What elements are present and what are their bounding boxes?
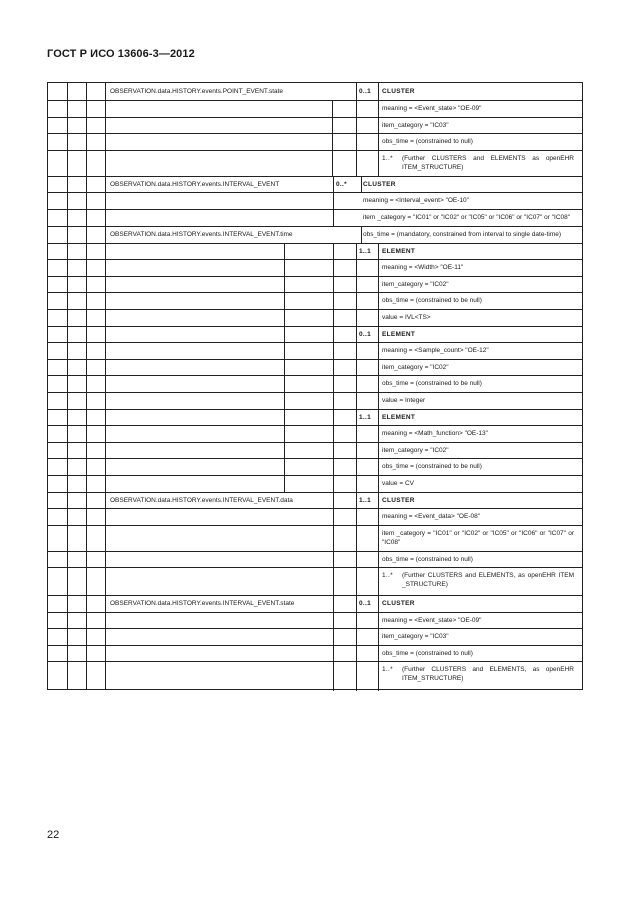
- page-number: 22: [47, 829, 60, 841]
- table-horizontal-rule: [48, 508, 582, 509]
- table-horizontal-rule: [48, 359, 582, 360]
- table-horizontal-rule: [48, 392, 582, 393]
- table-vertical-rule: [356, 492, 357, 595]
- table-horizontal-rule: [48, 645, 582, 646]
- constraint-text: obs_time = (constrained to be null): [382, 297, 482, 304]
- constraint-text: (Further CLUSTERS and ELEMENTS, as openEHR ITEM _STRUCTURE): [402, 572, 574, 588]
- table-horizontal-rule: [48, 595, 582, 596]
- table-vertical-rule: [356, 243, 357, 492]
- constraint-text: (Further CLUSTERS and ELEMENTS as openEHR ITEM_STRUCTURE): [402, 155, 574, 171]
- constraint-text: obs_time = (constrained to null): [382, 138, 473, 145]
- element-path: OBSERVATION.data.HISTORY.events.INTERVAL_EVENT.state: [110, 600, 295, 607]
- structure-type: ELEMENT: [382, 414, 416, 421]
- table-horizontal-rule: [48, 133, 582, 134]
- table-horizontal-rule: [48, 326, 582, 327]
- table-horizontal-rule: [48, 243, 582, 244]
- table-horizontal-rule: [48, 342, 582, 343]
- table-vertical-rule: [361, 176, 362, 192]
- table-horizontal-rule: [48, 309, 582, 310]
- constraint-text: item_category = "IC03": [382, 122, 449, 129]
- structure-type: ELEMENT: [382, 248, 416, 255]
- table-horizontal-rule: [48, 209, 582, 210]
- structure-type: ELEMENT: [382, 331, 416, 338]
- table-horizontal-rule: [48, 117, 582, 118]
- table-horizontal-rule: [48, 458, 582, 459]
- table-horizontal-rule: [48, 612, 582, 613]
- cardinality: 1..*: [382, 666, 393, 673]
- table-horizontal-rule: [48, 551, 582, 552]
- table-horizontal-rule: [48, 628, 582, 629]
- table-horizontal-rule: [48, 100, 582, 101]
- element-path: OBSERVATION.data.HISTORY.events.INTERVAL_EVENT.time: [110, 231, 293, 238]
- constraint-text: item_category = "IC02": [382, 364, 449, 371]
- table-horizontal-rule: [48, 276, 582, 277]
- constraint-text: item _category = "IC01" or "IC02" or "IC05" or "IC06" or "IC07" or "IC08": [382, 530, 574, 546]
- cardinality: 1..1: [359, 248, 372, 255]
- constraint-text: item_category = "IC02": [382, 281, 449, 288]
- table-horizontal-rule: [48, 661, 582, 662]
- table-vertical-rule: [105, 83, 106, 689]
- table-vertical-rule: [378, 83, 379, 176]
- constraint-text: meaning = <Sample_count> "OE-12": [382, 347, 489, 354]
- constraint-text: (Further CLUSTERS and ELEMENTS, as openEHR ITEM_STRUCTURE): [402, 666, 574, 682]
- table-horizontal-rule: [48, 442, 582, 443]
- constraint-text: value = IVL<TS>: [382, 314, 431, 321]
- cardinality: 0..1: [359, 88, 372, 95]
- table-horizontal-rule: [48, 525, 582, 526]
- cardinality: 1..1: [359, 414, 372, 421]
- table-vertical-rule: [378, 492, 379, 595]
- constraint-text: meaning = <Event_state> "OE-09": [382, 105, 482, 112]
- constraint-text: obs_time = (constrained to null): [382, 650, 473, 657]
- constraint-text: value = CV: [382, 480, 414, 487]
- table-horizontal-rule: [48, 475, 582, 476]
- table-horizontal-rule: [48, 226, 582, 227]
- table-vertical-rule: [356, 83, 357, 176]
- table-horizontal-rule: [48, 425, 582, 426]
- cardinality: 0..1: [359, 331, 372, 338]
- table-horizontal-rule: [48, 259, 582, 260]
- constraint-text: meaning = <Event_state> "OE-09": [382, 617, 482, 624]
- structure-type: CLUSTER: [382, 88, 415, 95]
- table-horizontal-rule: [48, 150, 582, 151]
- table-horizontal-rule: [48, 192, 582, 193]
- specification-table: [47, 82, 583, 690]
- table-vertical-rule: [333, 243, 334, 492]
- table-vertical-rule: [333, 595, 334, 691]
- structure-type: CLUSTER: [382, 600, 415, 607]
- constraint-text: obs_time = (constrained to null): [382, 556, 473, 563]
- constraint-text: value = Integer: [382, 397, 426, 404]
- cardinality: 1..1: [359, 497, 372, 504]
- table-vertical-rule: [356, 595, 357, 691]
- table-horizontal-rule: [48, 567, 582, 568]
- constraint-text: item_category = "IC02": [382, 447, 449, 454]
- constraint-text: meaning = <Math_function> "OE-13": [382, 430, 488, 437]
- constraint-text: item_category = "IC03": [382, 633, 449, 640]
- table-horizontal-rule: [48, 176, 582, 177]
- table-horizontal-rule: [48, 375, 582, 376]
- table-vertical-rule: [284, 243, 285, 492]
- element-path: OBSERVATION.data.HISTORY.events.INTERVAL_EVENT.data: [110, 497, 293, 504]
- cardinality: 1..*: [382, 155, 393, 162]
- constraint-text: meaning = <Width> "OE-11": [382, 264, 464, 271]
- constraint-text: meaning = <Interval_event> "OE-10": [363, 197, 469, 204]
- table-vertical-rule: [378, 595, 379, 691]
- table-horizontal-rule: [48, 292, 582, 293]
- page-title: ГОСТ Р ИСО 13606-3—2012: [47, 48, 195, 60]
- table-vertical-rule: [333, 176, 334, 226]
- table-horizontal-rule: [48, 492, 582, 493]
- table-vertical-rule: [333, 492, 334, 595]
- constraint-text: meaning = <Event_data> "OE-08": [382, 513, 481, 520]
- structure-type: CLUSTER: [363, 181, 396, 188]
- constraint-text: obs_time = (mandatory, constrained from interval to single date-time): [363, 231, 562, 238]
- table-horizontal-rule: [48, 409, 582, 410]
- table-vertical-rule: [378, 243, 379, 492]
- constraint-text: item _category = "IC01" or "IC02" or "IC05" or "IC06" or "IC07" or "IC08": [363, 214, 571, 221]
- table-vertical-rule: [332, 100, 333, 176]
- table-vertical-rule: [86, 83, 87, 689]
- structure-type: CLUSTER: [382, 497, 415, 504]
- constraint-text: obs_time = (constrained to be null): [382, 380, 482, 387]
- constraint-text: obs_time = (constrained to be null): [382, 463, 482, 470]
- cardinality: 0..1: [359, 600, 372, 607]
- table-vertical-rule: [67, 83, 68, 689]
- element-path: OBSERVATION.data.HISTORY.events.INTERVAL_EVENT: [110, 181, 280, 188]
- element-path: OBSERVATION.data.HISTORY.events.POINT_EVENT.state: [110, 88, 284, 95]
- table-vertical-rule: [361, 226, 362, 243]
- cardinality: 1..*: [382, 572, 393, 579]
- cardinality: 0..*: [336, 181, 347, 188]
